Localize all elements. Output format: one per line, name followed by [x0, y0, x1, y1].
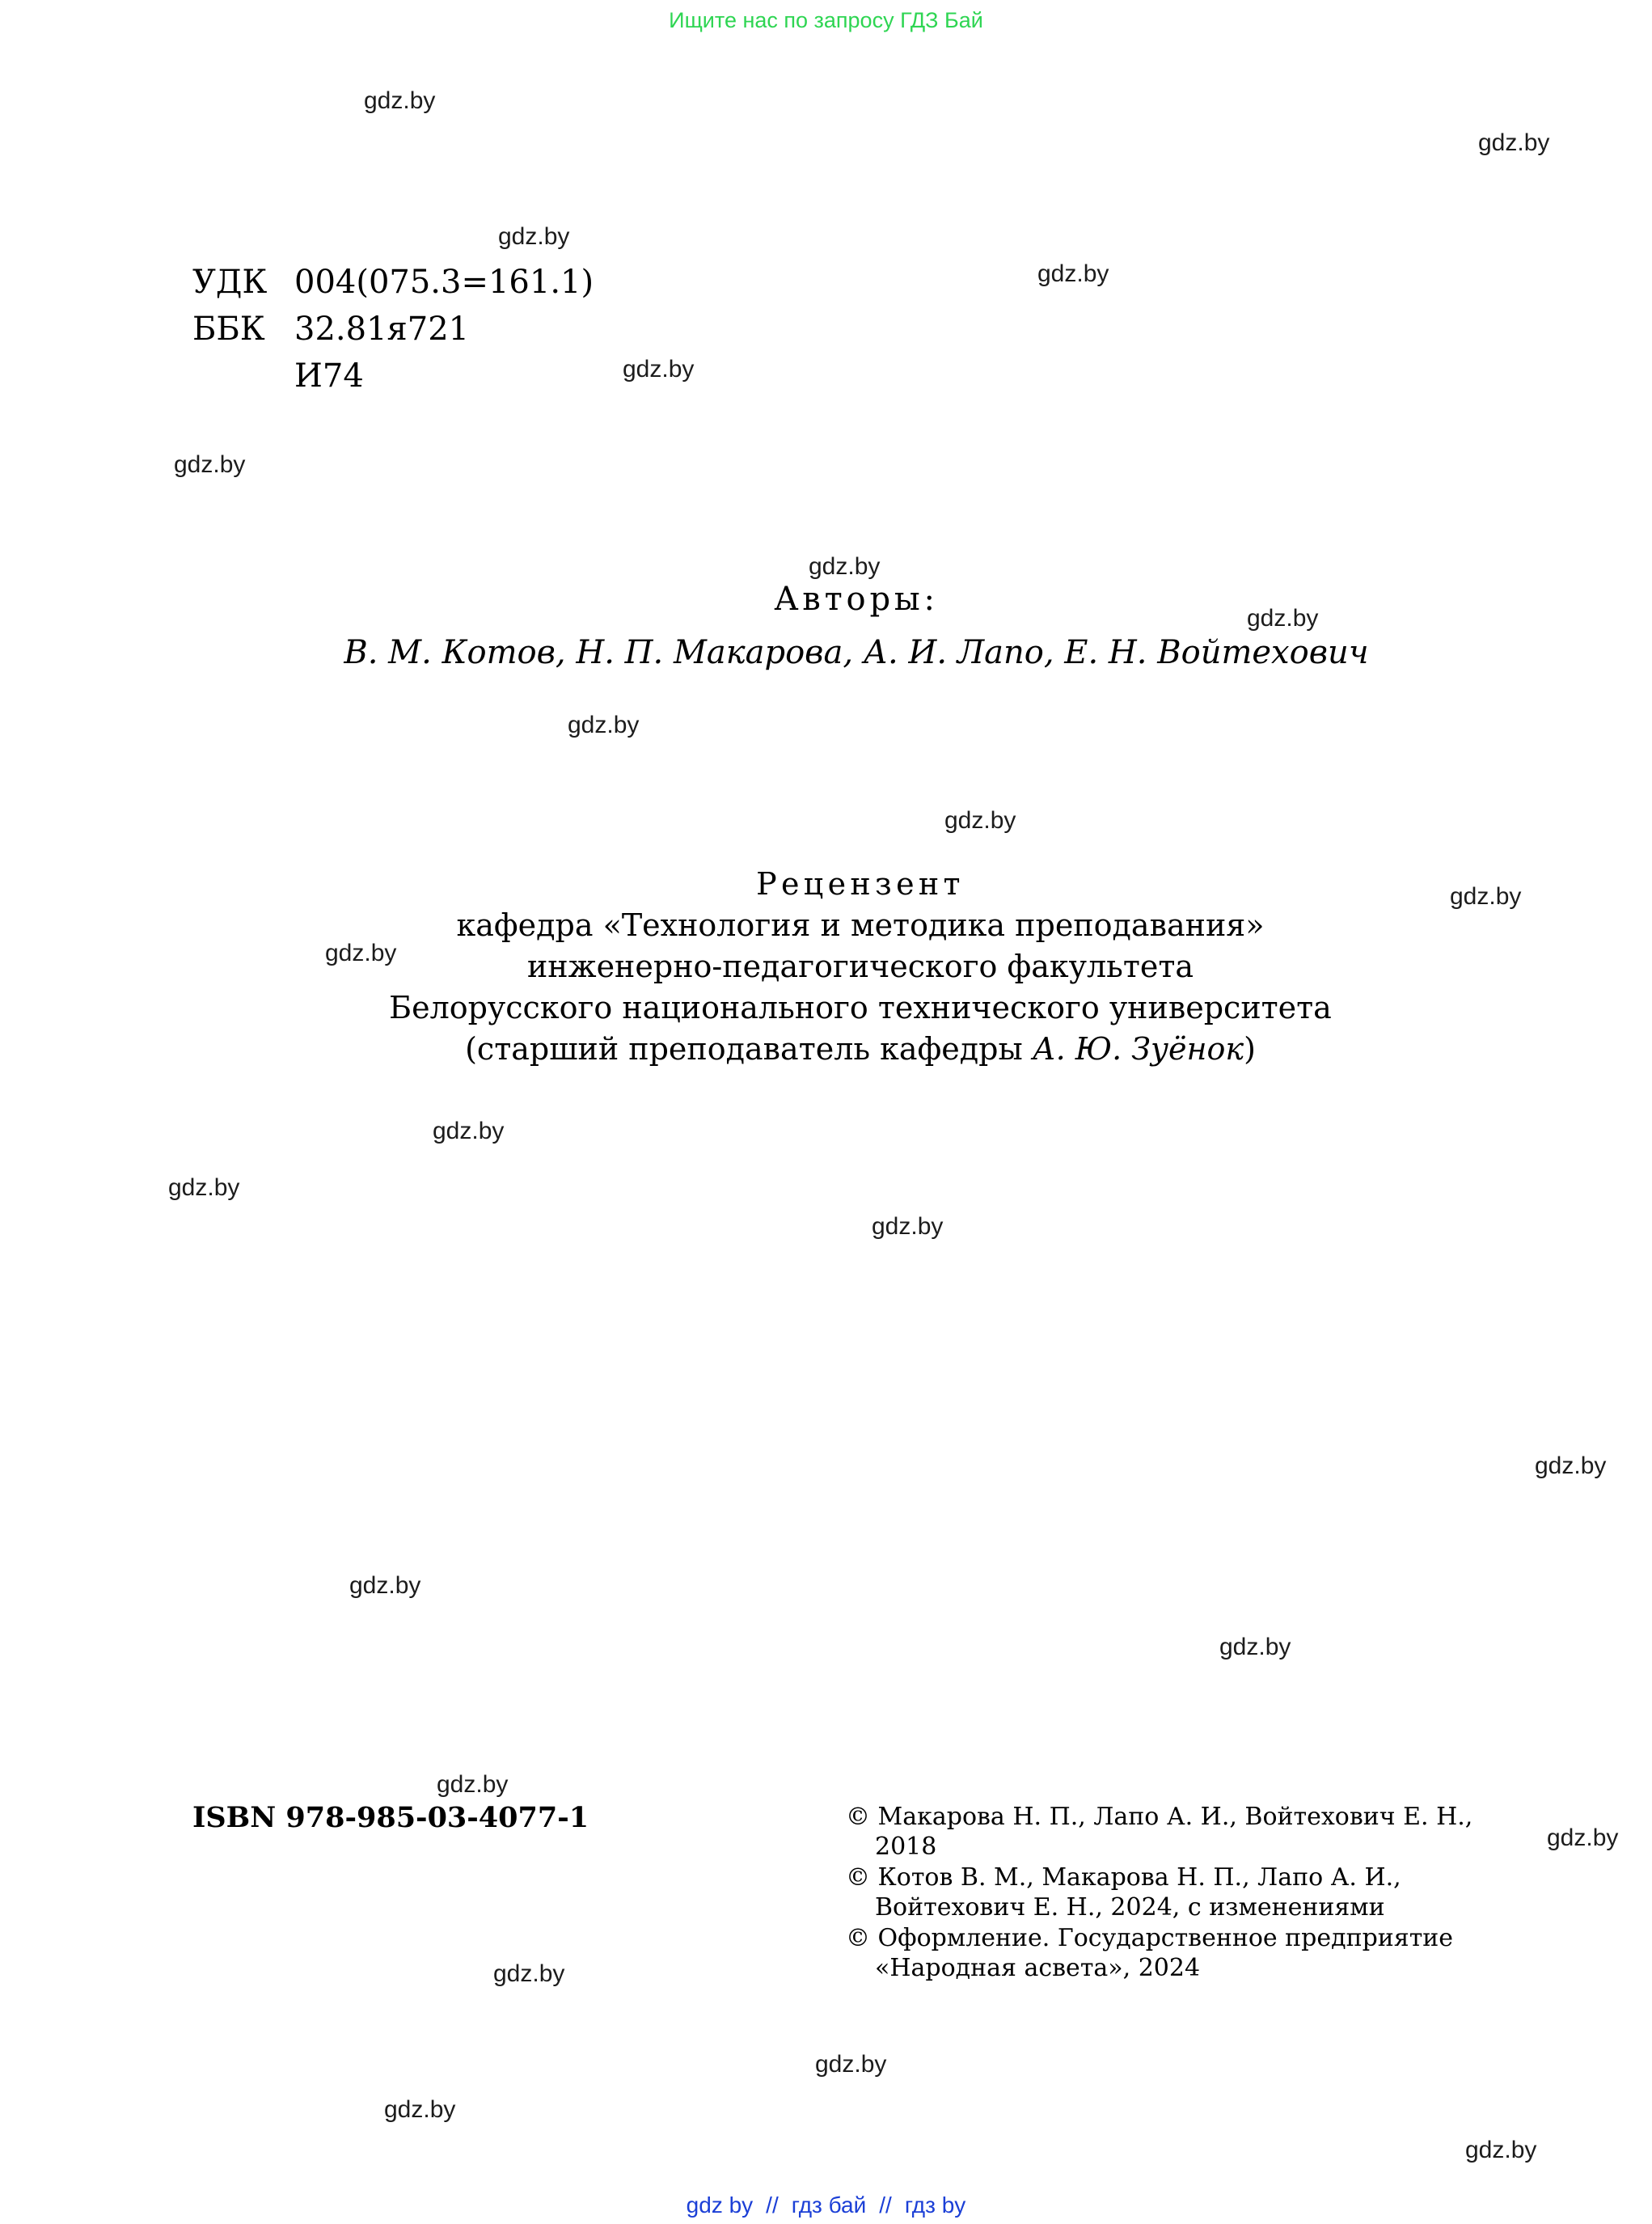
watermark: gdz.by: [437, 1771, 509, 1798]
watermark: gdz.by: [944, 807, 1016, 834]
promo-banner: Ищите нас по запросу ГДЗ Бай: [669, 8, 983, 32]
authors-names: В. М. Котов, Н. П. Макарова, А. И. Лапо, Е. Н. Войтехович: [344, 634, 1369, 671]
udk-label: УДК: [192, 264, 268, 301]
reviewer-line-3: Белорусского национального технического университета: [389, 990, 1332, 1025]
watermark: gdz.by: [1450, 883, 1522, 910]
watermark: gdz.by: [1247, 605, 1319, 632]
bbk-label: ББК: [192, 311, 265, 348]
watermark: gdz.by: [623, 356, 695, 383]
watermark: gdz.by: [349, 1572, 421, 1599]
imprint-block: [192, 259, 594, 400]
reviewer-line-4: [69, 1029, 1652, 1070]
watermark: gdz.by: [815, 2051, 887, 2078]
watermark: gdz.by: [325, 940, 397, 966]
footer-separator: //: [879, 2192, 892, 2218]
copyright-entry: [846, 1923, 1574, 1984]
watermark: gdz.by: [809, 553, 881, 580]
reviewer-line-4-prefix: (старший преподаватель кафедры: [465, 1031, 1033, 1067]
copyright-line: 2018: [875, 1833, 937, 1862]
isbn: ISBN 978-985-03-4077-1: [192, 1801, 589, 1834]
watermark: gdz.by: [174, 451, 246, 478]
watermark: gdz.by: [1478, 129, 1550, 156]
authors-heading: Авторы:: [774, 581, 939, 618]
watermark: gdz.by: [364, 87, 436, 114]
reviewer-name: А. Ю. Зуёнок: [1032, 1031, 1244, 1067]
watermark: gdz.by: [1535, 1452, 1607, 1479]
footer-link-gdz-by-2[interactable]: гдз by: [904, 2192, 966, 2218]
copyright-line: © Макарова Н. П., Лапо А. И., Войтехович Е. Н.,: [846, 1803, 1473, 1831]
copyright-entry: [846, 1862, 1574, 1923]
watermark: gdz.by: [1547, 1824, 1619, 1851]
copyright-line: © Котов В. М., Макарова Н. П., Лапо А. И.,: [846, 1862, 1401, 1892]
watermark: gdz.by: [433, 1118, 505, 1144]
watermark: gdz.by: [1465, 2137, 1537, 2163]
bbk-value: 32.81я721: [294, 311, 470, 348]
copyright-line: «Народная асвета», 2024: [875, 1954, 1201, 1983]
udk-row: [192, 259, 594, 306]
copyright-entry: [846, 1802, 1574, 1862]
copyright-line: Войтехович Е. Н., 2024, с изменениями: [875, 1893, 1385, 1922]
reviewer-line-4-suffix: ): [1244, 1031, 1256, 1067]
footer-separator: //: [766, 2192, 779, 2218]
watermark: gdz.by: [1037, 260, 1109, 287]
reviewer-heading: Рецензент: [756, 866, 965, 902]
watermark: gdz.by: [568, 712, 640, 738]
footer-links: [0, 2189, 1652, 2222]
bbk-row: [192, 306, 594, 353]
book-code-spacer: [192, 353, 294, 400]
reviewer-block: [69, 864, 1652, 1070]
watermark: gdz.by: [168, 1174, 240, 1201]
reviewer-line-2: инженерно-педагогического факультета: [526, 949, 1194, 984]
watermark: gdz.by: [498, 223, 570, 250]
watermark: gdz.by: [1219, 1634, 1291, 1660]
footer-link-gdz-by[interactable]: gdz by: [686, 2192, 754, 2218]
copyright-line: © Оформление. Государственное предприятие: [846, 1923, 1454, 1952]
book-code: И74: [294, 357, 364, 395]
copyright-block: [846, 1802, 1574, 1983]
udk-value: 004(075.3=161.1): [294, 264, 594, 301]
watermark: gdz.by: [872, 1213, 944, 1240]
book-code-row: [192, 353, 594, 400]
watermark: gdz.by: [493, 1960, 565, 1987]
watermark: gdz.by: [384, 2096, 456, 2123]
footer-link-gdz-bai[interactable]: гдз бай: [791, 2192, 867, 2218]
reviewer-line-1: кафедра «Технология и методика преподавания»: [456, 907, 1265, 943]
